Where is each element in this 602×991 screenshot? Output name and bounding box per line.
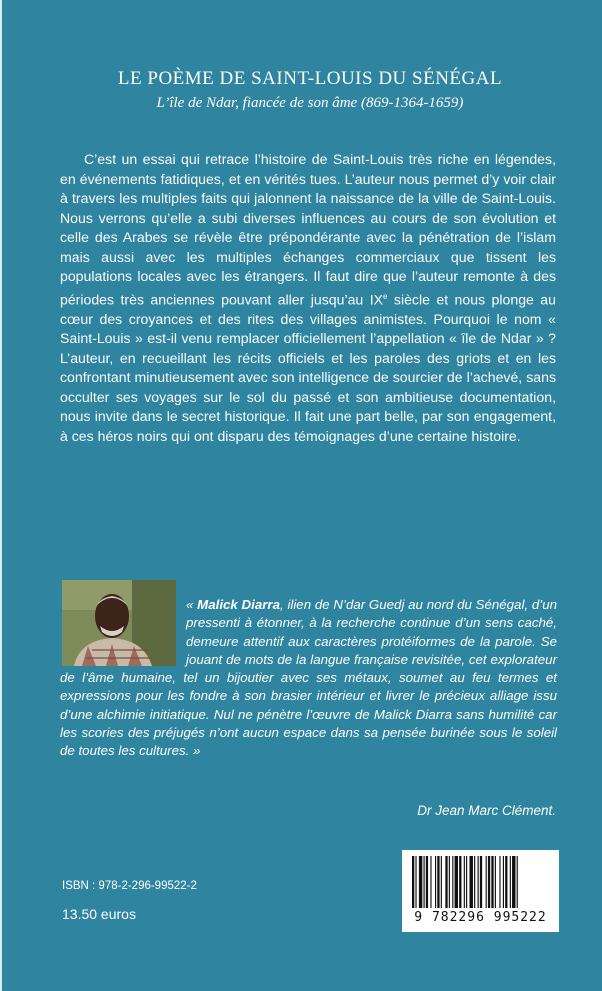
summary-text-part2: siècle et nous plonge au cœur des croyances et des rites des villages animistes. Pourquoi le nom « Saint-Louis » est-il venu remplacer officiellement l’appellation « île de Ndar » ? L’auteur, en recueillant les récits officiels et les paroles des griots et en les confrontant minutieusement avec son intelligence de sourcier de l’achevé, sans occulter ses voyages sur le sol du passé et son ambitieuse documentation, nous invite dans le secret historique. Il fait une part belle, par son engagement, à ces héros noirs qui ont disparu des témoignages d’une certaine histoire. [60, 291, 556, 444]
barcode-bar [505, 856, 507, 908]
barcode-bar [455, 856, 458, 908]
book-summary [60, 150, 556, 446]
barcode [402, 850, 559, 932]
barcode-bar [474, 856, 475, 908]
barcode-bar [459, 856, 461, 908]
barcode-bar [437, 856, 439, 908]
barcode-bar [480, 856, 482, 908]
quote-text: , ilien de N’dar Guedj au nord du Sénégal, d’un pressenti à étonner, à la recherche continue d’un sens caché, demeure attentif aux caractères protéiformes de la parole. Se jouant de mots de la langue française revisitée, cet explorateur de l’âme humaine, tel un bijoutier avec ses métaux, soumet au feu termes et expressions pour les fondre à son brasier intérieur et livrer le précieux alliage issu d’une alchimie initiatique. Nul ne pénètre l’œuvre de Malick Diarra sans humilité car les scories des préjugés n’ont aucun espace dans sa pensée burinée sous le soleil de toutes les cultures. » [60, 597, 557, 759]
barcode-bar [466, 856, 467, 908]
barcode-bar [426, 856, 428, 908]
barcode-bar [430, 856, 431, 908]
summary-text-part1: C’est un essai qui retrace l’histoire de Saint-Louis très riche en légendes, en événements fatidiques, et en vérités tues. L’auteur nous permet d’y voir clair à travers les multiples faits qui jalonnent la naissance de la ville de Saint-Louis. Nous verrons qu’elle a subi diverses influences au cours de son évolution et celle des Arabes se révèle être prépondérante avec la pénétration de l’islam mais aussi avec les multiples échanges commerciaux que tissent les populations locales avec les étrangers. Il faut dire que l’auteur remonte à des périodes très anciennes pouvant aller jusqu’au IX [60, 151, 556, 308]
quote-open-mark: « [186, 597, 198, 612]
summary-superscript: e [383, 291, 388, 301]
barcode-bar [486, 856, 487, 908]
barcode-bars [406, 856, 555, 910]
photo-spacer [60, 596, 186, 668]
barcode-bar [419, 856, 422, 908]
quote-author-name: Malick Diarra [197, 597, 280, 612]
barcode-bar [449, 856, 450, 908]
barcode-bar [512, 856, 515, 908]
barcode-bar [464, 856, 465, 908]
barcode-bar [445, 856, 447, 908]
barcode-bar [435, 856, 436, 908]
barcode-bar [441, 856, 442, 908]
quote-signature: Dr Jean Marc Clément. [417, 803, 556, 818]
book-subtitle: L’île de Ndar, fiancée de son âme (869-1364-1659) [156, 95, 464, 111]
barcode-bar [488, 856, 490, 908]
barcode-bar [491, 856, 493, 908]
barcode-bar [478, 856, 479, 908]
book-title: LE POÈME DE SAINT-LOUIS DU SÉNÉGAL [117, 68, 503, 89]
isbn: ISBN : 978-2-296-99522-2 [62, 880, 197, 892]
barcode-bar [495, 856, 496, 908]
barcode-bar [470, 856, 473, 908]
barcode-digits: 9 782296 995222 [414, 910, 547, 925]
barcode-bar [510, 856, 511, 908]
price: 13.50 euros [62, 906, 136, 922]
barcode-bar [503, 856, 504, 908]
barcode-bar [424, 856, 425, 908]
cover-edge [0, 0, 2, 991]
barcode-bar [452, 856, 453, 908]
barcode-bar [499, 856, 500, 908]
author-quote [60, 596, 557, 761]
barcode-bar [412, 856, 414, 908]
barcode-bar [415, 856, 416, 908]
barcode-bar [517, 856, 518, 908]
